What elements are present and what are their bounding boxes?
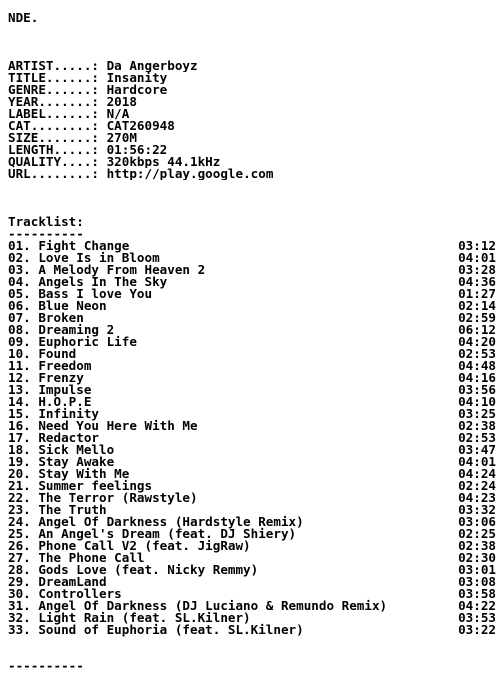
info-row (8, 72, 496, 84)
track-number: 33. (8, 622, 31, 637)
track-number: 27. (8, 550, 31, 565)
track-title: Freedom (38, 358, 92, 373)
track-duration: 06:12 (458, 322, 496, 337)
info-key: CAT........: (8, 120, 99, 132)
track-number: 24. (8, 514, 31, 529)
track-duration: 04:16 (458, 370, 496, 385)
track-duration: 02:38 (458, 538, 496, 553)
track-number: 01. (8, 238, 31, 253)
track-number: 19. (8, 454, 31, 469)
track-title: A Melody From Heaven 2 (38, 262, 206, 277)
track-title: Broken (38, 310, 84, 325)
track-number: 20. (8, 466, 31, 481)
info-key: LABEL......: (8, 108, 99, 120)
track-number: 04. (8, 274, 31, 289)
track-duration: 04:01 (458, 454, 496, 469)
info-value: 01:56:22 (106, 144, 168, 156)
track-title: An Angel's Dream (feat. DJ Shiery) (38, 526, 297, 541)
track-number: 22. (8, 490, 31, 505)
track-title: Controllers (38, 586, 122, 601)
track-number: 25. (8, 526, 31, 541)
track-number: 05. (8, 286, 31, 301)
track-title: Dreaming 2 (38, 322, 115, 337)
track-duration: 03:56 (458, 382, 496, 397)
track-duration: 03:32 (458, 502, 496, 517)
track-number: 26. (8, 538, 31, 553)
info-value: 2018 (106, 96, 137, 108)
info-row (8, 96, 496, 108)
track-title: The Truth (38, 502, 107, 517)
track-number: 08. (8, 322, 31, 337)
info-value: 320kbps 44.1kHz (106, 156, 221, 168)
track-row (8, 336, 496, 348)
track-number: 23. (8, 502, 31, 517)
info-value: http://play.google.com (106, 168, 274, 180)
tracklist-heading: Tracklist: (8, 216, 84, 228)
track-title: The Terror (Rawstyle) (38, 490, 198, 505)
track-number: 15. (8, 406, 31, 421)
track-number: 09. (8, 334, 31, 349)
track-number: 02. (8, 250, 31, 265)
track-number: 31. (8, 598, 31, 613)
track-duration: 03:22 (458, 622, 496, 637)
track-duration: 03:25 (458, 406, 496, 421)
track-duration: 02:38 (458, 418, 496, 433)
track-title: Phone Call V2 (feat. JigRaw) (38, 538, 251, 553)
info-key: GENRE......: (8, 84, 99, 96)
info-row (8, 60, 496, 72)
track-duration: 04:20 (458, 334, 496, 349)
track-number: 06. (8, 298, 31, 313)
track-number: 03. (8, 262, 31, 277)
info-key: TITLE......: (8, 72, 99, 84)
track-title: Sick Mello (38, 442, 115, 457)
track-duration: 03:01 (458, 562, 496, 577)
track-title: Need You Here With Me (38, 418, 198, 433)
track-duration: 02:14 (458, 298, 496, 313)
release-info (8, 60, 496, 180)
track-number: 30. (8, 586, 31, 601)
track-title: Angel Of Darkness (DJ Luciano & Remundo Remix) (38, 598, 388, 613)
track-duration: 02:59 (458, 310, 496, 325)
track-number: 10. (8, 346, 31, 361)
track-title: Stay With Me (38, 466, 130, 481)
track-title: Bass I love You (38, 286, 153, 301)
track-duration: 04:23 (458, 490, 496, 505)
info-key: URL........: (8, 168, 99, 180)
track-title: Infinity (38, 406, 100, 421)
tracklist (8, 240, 496, 636)
info-row (8, 120, 496, 132)
track-number: 21. (8, 478, 31, 493)
track-duration: 04:36 (458, 274, 496, 289)
track-number: 18. (8, 442, 31, 457)
track-title: Angel Of Darkness (Hardstyle Remix) (38, 514, 304, 529)
track-number: 07. (8, 310, 31, 325)
info-row (8, 108, 496, 120)
info-row (8, 168, 496, 180)
track-title: Light Rain (feat. SL.Kilner) (38, 610, 251, 625)
info-key: LENGTH.....: (8, 144, 99, 156)
track-duration: 03:12 (458, 238, 496, 253)
track-duration: 04:24 (458, 466, 496, 481)
track-number: 16. (8, 418, 31, 433)
info-row (8, 84, 496, 96)
track-title: Stay Awake (38, 454, 115, 469)
info-value: Insanity (106, 72, 168, 84)
track-duration: 02:30 (458, 550, 496, 565)
track-title: The Phone Call (38, 550, 145, 565)
track-duration: 04:01 (458, 250, 496, 265)
footer-separator: ---------- (8, 658, 84, 673)
track-number: 12. (8, 370, 31, 385)
info-value: CAT260948 (106, 120, 175, 132)
track-duration: 03:06 (458, 514, 496, 529)
track-title: Impulse (38, 382, 92, 397)
info-value: Da Angerboyz (106, 60, 198, 72)
track-number: 32. (8, 610, 31, 625)
track-title: DreamLand (38, 574, 107, 589)
track-title: Fight Change (38, 238, 130, 253)
track-duration: 03:28 (458, 262, 496, 277)
track-duration: 01:27 (458, 286, 496, 301)
info-value: Hardcore (106, 84, 168, 96)
track-number: 13. (8, 382, 31, 397)
track-duration: 02:53 (458, 430, 496, 445)
track-title: Found (38, 346, 77, 361)
track-row (8, 624, 496, 636)
info-key: YEAR.......: (8, 96, 99, 108)
track-title: Frenzy (38, 370, 84, 385)
track-duration: 02:53 (458, 346, 496, 361)
info-row (8, 156, 496, 168)
track-duration: 02:24 (458, 478, 496, 493)
track-duration: 03:58 (458, 586, 496, 601)
track-title: H.O.P.E (38, 394, 92, 409)
info-value: 270M (106, 132, 137, 144)
info-row (8, 144, 496, 156)
track-duration: 02:25 (458, 526, 496, 541)
track-title: Gods Love (feat. Nicky Remmy) (38, 562, 259, 577)
track-title: Euphoric Life (38, 334, 137, 349)
track-title: Love Is in Bloom (38, 250, 160, 265)
track-number: 11. (8, 358, 31, 373)
track-duration: 04:22 (458, 598, 496, 613)
info-key: QUALITY....: (8, 156, 99, 168)
info-row (8, 132, 496, 144)
track-number: 28. (8, 562, 31, 577)
track-duration: 03:08 (458, 574, 496, 589)
track-duration: 04:10 (458, 394, 496, 409)
track-duration: 03:53 (458, 610, 496, 625)
track-title: Sound of Euphoria (feat. SL.Kilner) (38, 622, 304, 637)
info-value: N/A (106, 108, 130, 120)
track-title: Blue Neon (38, 298, 107, 313)
header-text: NDE. (8, 12, 39, 24)
info-key: SIZE.......: (8, 132, 99, 144)
track-title: Angels In The Sky (38, 274, 168, 289)
nfo-document (8, 12, 496, 672)
track-number: 14. (8, 394, 31, 409)
track-duration: 04:48 (458, 358, 496, 373)
track-title: Redactor (38, 430, 100, 445)
track-number: 29. (8, 574, 31, 589)
track-duration: 03:47 (458, 442, 496, 457)
track-number: 17. (8, 430, 31, 445)
info-key: ARTIST.....: (8, 60, 99, 72)
tracklist-separator-top: ---------- (8, 226, 84, 241)
track-title: Summer feelings (38, 478, 153, 493)
